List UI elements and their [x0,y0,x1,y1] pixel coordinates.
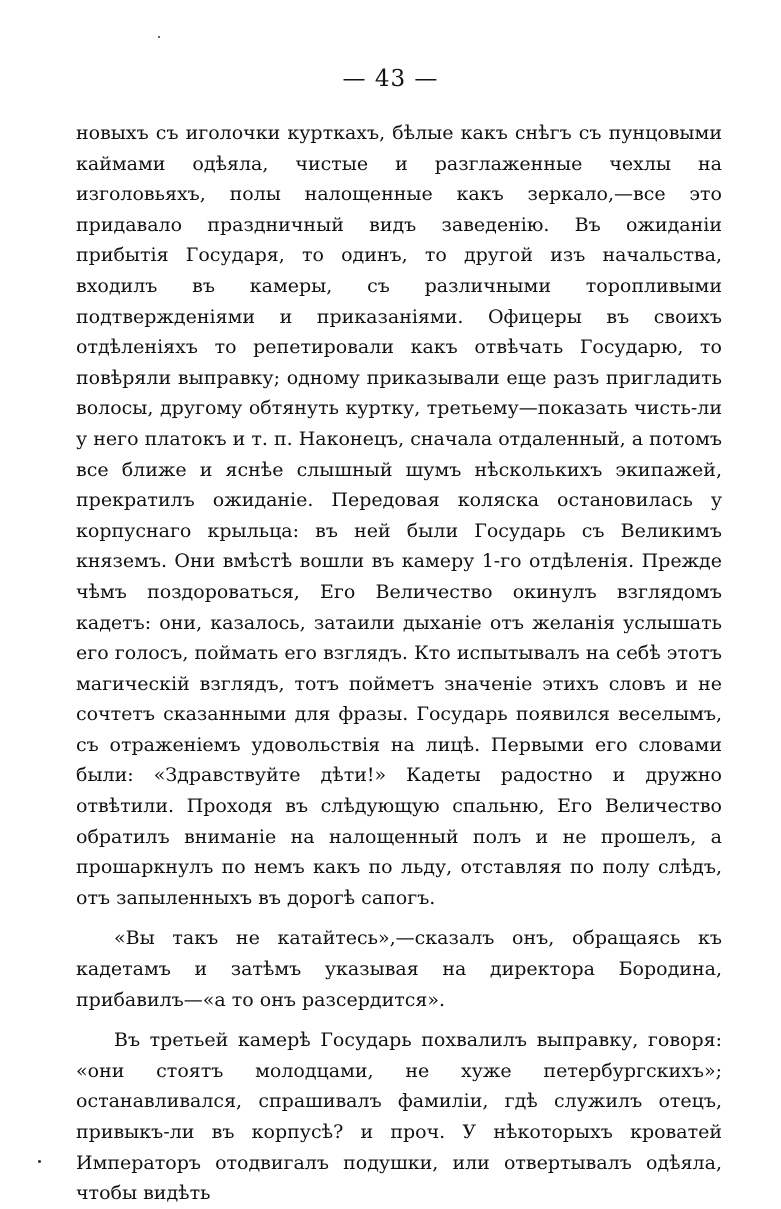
page-number: — 43 — [342,66,439,92]
paragraph-3: Въ третьей камерѣ Государь похвалилъ выправку, говоря: «они стоятъ молодцами, не хуже петербургскихъ»; останавливался, спрашивалъ фамиліи, гдѣ служилъ отецъ, привыкъ-ли въ корпусѣ? и проч. У нѣкоторыхъ кроватей Императоръ отодвигалъ подушки, или отвертывалъ одѣяла, чтобы видѣть [76,1029,722,1205]
print-speck [38,1160,41,1163]
paragraph-1: новыхъ съ иголочки курткахъ, бѣлые какъ снѣгъ съ пунцовыми каймами одѣяла, чистые и разглаженные чехлы на изголовьяхъ, полы налощенные какъ зеркало,—все это придавало праздничный видъ заведенію. Въ ожиданіи прибытія Государя, то одинъ, то другой изъ начальства, входилъ въ камеры, съ различными торопливыми подтвержденіями и приказаніями. Офицеры въ своихъ отдѣленіяхъ то репетировали какъ отвѣчать Государю, то повѣряли выправку; одному приказывали еще разъ пригладить волосы, другому обтянуть куртку, третьему—показать чисть-ли у него платокъ и т. п. Наконецъ, сначала отдаленный, а потомъ все ближе и яснѣе слышный шумъ нѣсколькихъ экипажей, прекратилъ ожиданіе. Передовая коляска остановилась у корпуснаго крыльца: въ ней были Государь съ Великимъ княземъ. Они вмѣстѣ вошли въ камеру 1-го отдѣленія. Прежде чѣмъ поздороваться, Его Величество окинулъ взглядомъ кадетъ: они, казалось, затаили дыханіе отъ желанія услышать его голосъ, поймать его взглядъ. Кто испытывалъ на себѣ этотъ магическій взглядъ, тотъ пойметъ значеніе этихъ словъ и не сочтетъ сказанными для фразы. Государь появился веселымъ, съ отраженіемъ удовольствія на лицѣ. Первыми его словами были: «Здравствуйте дѣти!» Кадеты радостно и дружно отвѣтили. Проходя въ слѣдующую спальню, Его Величество обратилъ вниманіе на налощенный полъ и не прошелъ, а прошаркнулъ по немъ какъ по льду, отставляя по полу слѣдъ, отъ запыленныхъ въ дорогѣ сапогъ. [76,122,722,909]
body-text [76,118,722,1209]
print-speck [158,36,160,38]
paragraph-2: «Вы такъ не катайтесь»,—сказалъ онъ, обращаясь къ кадетамъ и затѣмъ указывая на директора Бородина, прибавилъ—«а то онъ разсердится». [76,927,722,1011]
